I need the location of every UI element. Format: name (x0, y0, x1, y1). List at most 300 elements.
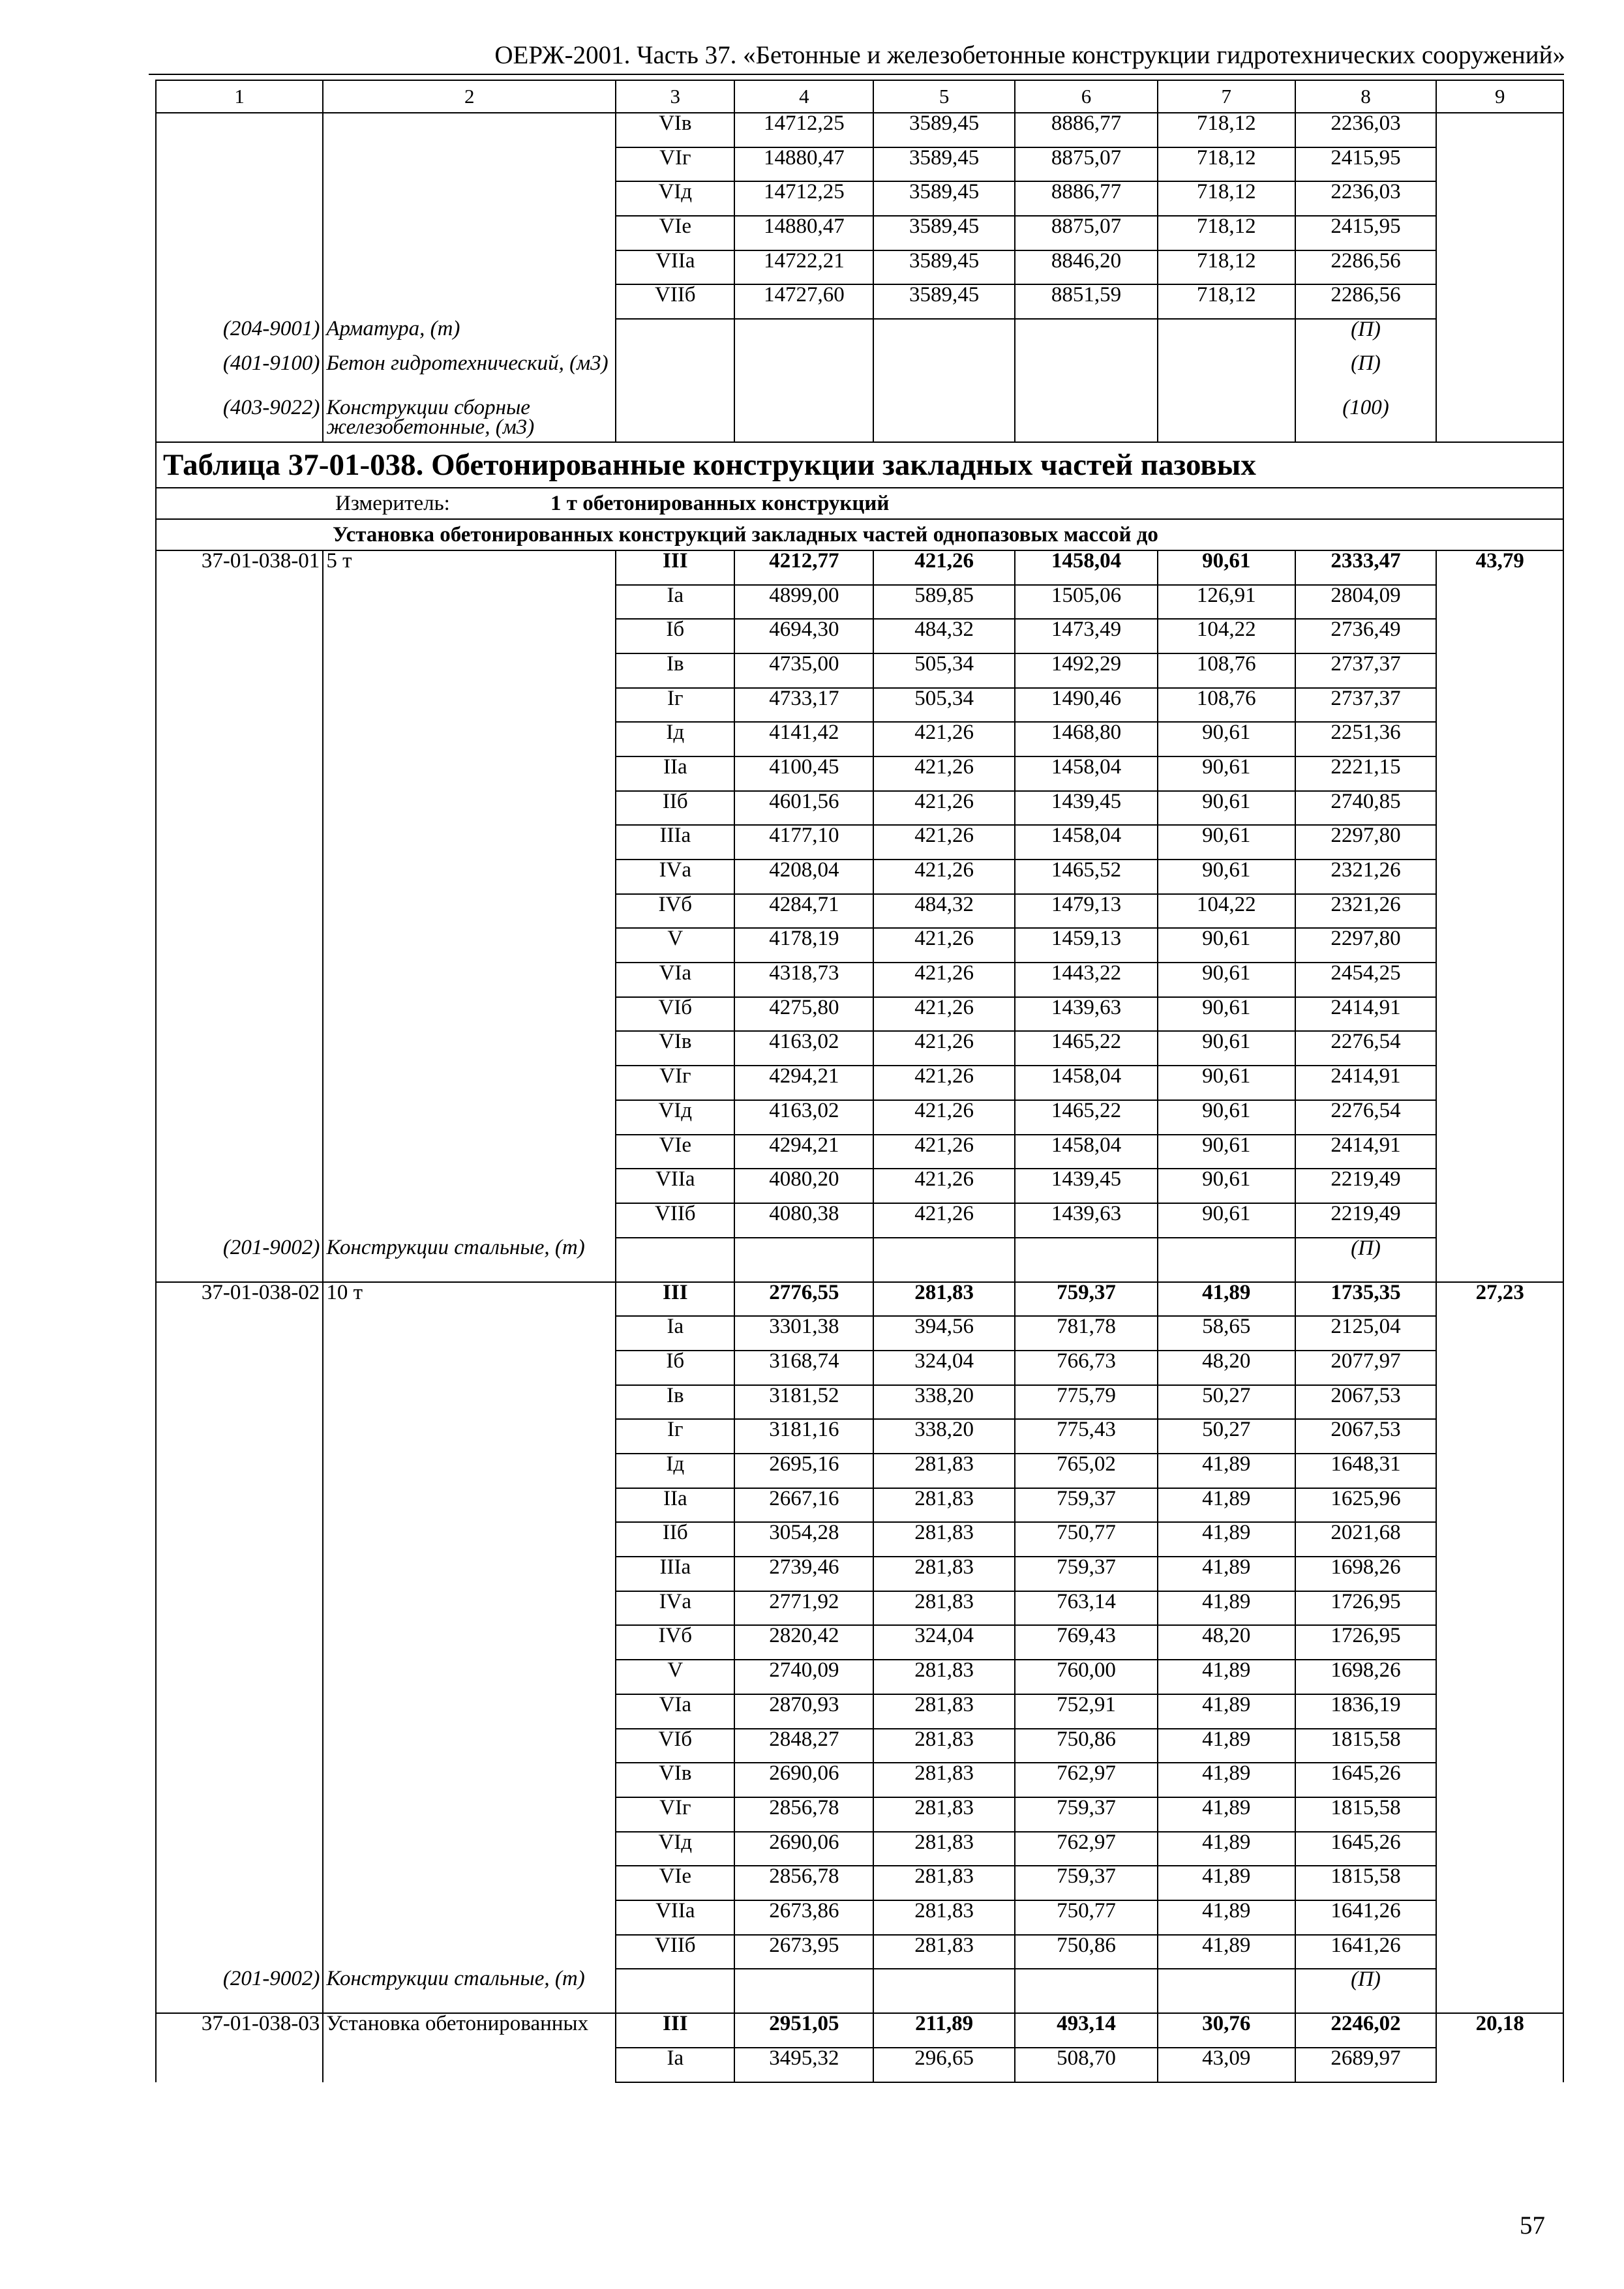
value-cell: 41,89 (1158, 1694, 1295, 1729)
value-cell: 421,26 (873, 756, 1015, 791)
resource-name: Конструкции стальные, (т) (323, 1969, 616, 2013)
resource-row (156, 319, 1563, 353)
value-cell: 750,77 (1015, 1522, 1158, 1557)
code-cell (156, 113, 323, 147)
value-cell: 104,22 (1158, 894, 1295, 929)
empty-cell (1436, 181, 1563, 216)
value-cell: 2276,54 (1295, 1100, 1437, 1135)
main-value-cell: 27,23 (1436, 1282, 1563, 1317)
table-row (156, 1797, 1563, 1832)
value-cell: 324,04 (873, 1351, 1015, 1385)
empty-cell (1436, 1100, 1563, 1135)
name-cell (323, 1419, 616, 1454)
table-row (156, 928, 1563, 963)
value-cell: 2804,09 (1295, 585, 1437, 620)
value-cell: VIд (616, 181, 734, 216)
empty-cell (1436, 997, 1563, 1032)
resource-value: (П) (1295, 1238, 1437, 1282)
table-row (156, 1763, 1563, 1797)
value-cell: IIа (616, 756, 734, 791)
value-cell: 281,83 (873, 1763, 1015, 1797)
value-cell: VIг (616, 147, 734, 182)
name-cell (323, 1488, 616, 1523)
value-cell: 281,83 (873, 1832, 1015, 1866)
value-cell: 775,79 (1015, 1385, 1158, 1420)
value-cell: 90,61 (1158, 756, 1295, 791)
name-cell (323, 1351, 616, 1385)
value-cell: 781,78 (1015, 1316, 1158, 1351)
value-cell: 41,89 (1158, 1935, 1295, 1969)
name-cell (323, 1694, 616, 1729)
main-value-cell: 43,79 (1436, 550, 1563, 585)
code-cell (156, 756, 323, 791)
table-row (156, 1488, 1563, 1523)
table-row (156, 1729, 1563, 1763)
value-cell: 14712,25 (734, 113, 873, 147)
value-cell: IIIа (616, 825, 734, 860)
value-cell: 505,34 (873, 653, 1015, 688)
column-number: 6 (1015, 80, 1158, 113)
column-number: 3 (616, 80, 734, 113)
name-cell (323, 688, 616, 723)
value-cell: VIд (616, 1832, 734, 1866)
table-row (156, 1316, 1563, 1351)
empty-cell (873, 1238, 1015, 1282)
name-cell (323, 1591, 616, 1626)
value-cell: 3589,45 (873, 113, 1015, 147)
value-cell: 421,26 (873, 1135, 1015, 1169)
table-row (156, 1625, 1563, 1660)
value-cell: 2077,97 (1295, 1351, 1437, 1385)
item-main-row (156, 550, 1563, 585)
value-cell: 1625,96 (1295, 1488, 1437, 1523)
value-cell: 2276,54 (1295, 1031, 1437, 1066)
value-cell: 2737,37 (1295, 653, 1437, 688)
value-cell: VIв (616, 1031, 734, 1066)
value-cell: 41,89 (1158, 1729, 1295, 1763)
empty-cell (1158, 1238, 1295, 1282)
code-cell (156, 894, 323, 929)
item-code: 37-01-038-03 (156, 2013, 323, 2048)
value-cell: VIе (616, 1135, 734, 1169)
value-cell: IIIа (616, 1557, 734, 1591)
table-row (156, 1522, 1563, 1557)
value-cell: 14880,47 (734, 147, 873, 182)
empty-cell (1436, 688, 1563, 723)
value-cell: 1726,95 (1295, 1625, 1437, 1660)
table-row (156, 1169, 1563, 1203)
value-cell: Iа (616, 1316, 734, 1351)
value-cell: 8846,20 (1015, 250, 1158, 285)
value-cell: 2870,93 (734, 1694, 873, 1729)
table-row (156, 825, 1563, 860)
empty-cell (1436, 825, 1563, 860)
name-cell (323, 1066, 616, 1100)
value-cell: 281,83 (873, 1522, 1015, 1557)
table-row (156, 1031, 1563, 1066)
empty-cell (1436, 1591, 1563, 1626)
empty-cell (1436, 1203, 1563, 1238)
resource-row (156, 1969, 1563, 2013)
resource-value: (П) (1295, 319, 1437, 353)
page-number: 57 (1520, 2211, 1545, 2239)
resource-value: (П) (1295, 353, 1437, 398)
value-cell: 8886,77 (1015, 113, 1158, 147)
empty-cell (1015, 319, 1158, 353)
value-cell: 2067,53 (1295, 1419, 1437, 1454)
table-row (156, 1591, 1563, 1626)
value-cell: 41,89 (1158, 1488, 1295, 1523)
value-cell: 4294,21 (734, 1135, 873, 1169)
name-cell (323, 1866, 616, 1900)
value-cell: 281,83 (873, 1660, 1015, 1694)
value-cell: 4601,56 (734, 791, 873, 826)
value-cell: 2251,36 (1295, 722, 1437, 756)
empty-cell (1436, 653, 1563, 688)
value-cell: 126,91 (1158, 585, 1295, 620)
value-cell: 1473,49 (1015, 619, 1158, 653)
value-cell: 90,61 (1158, 1066, 1295, 1100)
value-cell: 1641,26 (1295, 1900, 1437, 1935)
item-code: 37-01-038-02 (156, 1282, 323, 1317)
code-cell (156, 147, 323, 182)
value-cell: 2321,26 (1295, 860, 1437, 894)
table-row (156, 1900, 1563, 1935)
value-cell: 281,83 (873, 1488, 1015, 1523)
value-cell: 775,43 (1015, 1419, 1158, 1454)
name-cell (323, 1031, 616, 1066)
value-cell: 3589,45 (873, 216, 1015, 250)
name-cell (323, 1832, 616, 1866)
column-number-row (156, 80, 1563, 113)
main-value-cell: 20,18 (1436, 2013, 1563, 2048)
value-cell: 1698,26 (1295, 1557, 1437, 1591)
value-cell: 41,89 (1158, 1591, 1295, 1626)
empty-cell (1436, 722, 1563, 756)
empty-cell (873, 1969, 1015, 2013)
main-value-cell: 211,89 (873, 2013, 1015, 2048)
empty-cell (873, 353, 1015, 398)
main-value-cell: 4212,77 (734, 550, 873, 585)
value-cell: 41,89 (1158, 1454, 1295, 1488)
empty-cell (1436, 619, 1563, 653)
empty-cell (1436, 1522, 1563, 1557)
empty-cell (616, 398, 734, 442)
value-cell: 281,83 (873, 1900, 1015, 1935)
value-cell: V (616, 1660, 734, 1694)
value-cell: Iг (616, 1419, 734, 1454)
code-cell (156, 722, 323, 756)
main-value-cell: 493,14 (1015, 2013, 1158, 2048)
value-cell: 1468,80 (1015, 722, 1158, 756)
value-cell: 718,12 (1158, 216, 1295, 250)
empty-cell (1436, 894, 1563, 929)
resource-name: Конструкции сборные железобетонные, (м3) (323, 398, 616, 442)
value-cell: 281,83 (873, 1935, 1015, 1969)
code-cell (156, 1522, 323, 1557)
value-cell: 4100,45 (734, 756, 873, 791)
code-cell (156, 1694, 323, 1729)
value-cell: VIа (616, 963, 734, 997)
value-cell: VIIб (616, 284, 734, 319)
name-cell (323, 928, 616, 963)
value-cell: 2739,46 (734, 1557, 873, 1591)
table-title: Таблица 37-01-038. Обетонированные конструкции закладных частей пазовых (156, 442, 1563, 488)
value-cell: 2021,68 (1295, 1522, 1437, 1557)
value-cell: 281,83 (873, 1729, 1015, 1763)
table-row (156, 1832, 1563, 1866)
resource-code: (201-9002) (156, 1238, 323, 1282)
value-cell: 14712,25 (734, 181, 873, 216)
code-cell (156, 1419, 323, 1454)
table-row (156, 284, 1563, 319)
value-cell: 90,61 (1158, 1100, 1295, 1135)
main-value-cell: 1458,04 (1015, 550, 1158, 585)
value-cell: 2415,95 (1295, 216, 1437, 250)
value-cell: 41,89 (1158, 1763, 1295, 1797)
header-rule (149, 74, 1564, 75)
value-cell: 2297,80 (1295, 825, 1437, 860)
empty-cell (1436, 1488, 1563, 1523)
empty-cell (1436, 1169, 1563, 1203)
value-cell: 421,26 (873, 928, 1015, 963)
value-cell: 4275,80 (734, 997, 873, 1032)
resource-name: Конструкции стальные, (т) (323, 1238, 616, 1282)
value-cell: 4141,42 (734, 722, 873, 756)
value-cell: IVа (616, 860, 734, 894)
name-cell (323, 963, 616, 997)
unit-row (156, 488, 1563, 519)
code-cell (156, 1135, 323, 1169)
empty-cell (734, 353, 873, 398)
name-cell (323, 1900, 616, 1935)
value-cell: VIе (616, 216, 734, 250)
value-cell: 2286,56 (1295, 250, 1437, 285)
table-row (156, 722, 1563, 756)
value-cell: 48,20 (1158, 1351, 1295, 1385)
value-cell: 421,26 (873, 1066, 1015, 1100)
code-cell (156, 1866, 323, 1900)
value-cell: 750,86 (1015, 1935, 1158, 1969)
value-cell: 2695,16 (734, 1454, 873, 1488)
value-cell: 4177,10 (734, 825, 873, 860)
value-cell: 2740,09 (734, 1660, 873, 1694)
table-row (156, 585, 1563, 620)
value-cell: 750,86 (1015, 1729, 1158, 1763)
resource-row (156, 353, 1563, 398)
value-cell: 750,77 (1015, 1900, 1158, 1935)
value-cell: 8886,77 (1015, 181, 1158, 216)
value-cell: 505,34 (873, 688, 1015, 723)
value-cell: 421,26 (873, 860, 1015, 894)
value-cell: 1726,95 (1295, 1591, 1437, 1626)
column-number: 5 (873, 80, 1015, 113)
value-cell: 4163,02 (734, 1100, 873, 1135)
name-cell (323, 756, 616, 791)
main-value-cell: 281,83 (873, 1282, 1015, 1317)
table-row (156, 2048, 1563, 2082)
column-number: 8 (1295, 80, 1437, 113)
value-cell: VIг (616, 1066, 734, 1100)
value-cell: 3589,45 (873, 284, 1015, 319)
code-cell (156, 1351, 323, 1385)
value-cell: 2067,53 (1295, 1385, 1437, 1420)
empty-cell (1436, 1935, 1563, 1969)
code-cell (156, 1100, 323, 1135)
value-cell: Iб (616, 1351, 734, 1385)
value-cell: 1458,04 (1015, 1135, 1158, 1169)
value-cell: 769,43 (1015, 1625, 1158, 1660)
value-cell: 324,04 (873, 1625, 1015, 1660)
value-cell: 421,26 (873, 791, 1015, 826)
name-cell (323, 1135, 616, 1169)
value-cell: Iв (616, 1385, 734, 1420)
name-cell (323, 1454, 616, 1488)
value-cell: 4318,73 (734, 963, 873, 997)
main-value-cell: 759,37 (1015, 1282, 1158, 1317)
name-cell (323, 653, 616, 688)
column-number: 4 (734, 80, 873, 113)
table-row (156, 250, 1563, 285)
value-cell: 1648,31 (1295, 1454, 1437, 1488)
value-cell: 1645,26 (1295, 1832, 1437, 1866)
value-cell: 3181,16 (734, 1419, 873, 1454)
code-cell (156, 1832, 323, 1866)
unit-label: Измеритель: (335, 491, 450, 515)
value-cell: 281,83 (873, 1866, 1015, 1900)
value-cell: 718,12 (1158, 250, 1295, 285)
empty-cell (1158, 319, 1295, 353)
main-value-cell: 41,89 (1158, 1282, 1295, 1317)
value-cell: 1459,13 (1015, 928, 1158, 963)
value-cell: 1465,52 (1015, 860, 1158, 894)
name-cell (323, 1797, 616, 1832)
empty-cell (1436, 1694, 1563, 1729)
name-cell (323, 181, 616, 216)
value-cell: 50,27 (1158, 1385, 1295, 1420)
empty-cell (1436, 1238, 1563, 1282)
code-cell (156, 585, 323, 620)
value-cell: 1815,58 (1295, 1729, 1437, 1763)
value-cell: Iа (616, 2048, 734, 2082)
value-cell: VIд (616, 1100, 734, 1135)
value-cell: 281,83 (873, 1694, 1015, 1729)
empty-cell (1158, 398, 1295, 442)
value-cell: 281,83 (873, 1557, 1015, 1591)
table-row (156, 1866, 1563, 1900)
empty-cell (1436, 791, 1563, 826)
value-cell: VIIб (616, 1935, 734, 1969)
empty-cell (616, 319, 734, 353)
value-cell: IVб (616, 1625, 734, 1660)
value-cell: 3301,38 (734, 1316, 873, 1351)
code-cell (156, 860, 323, 894)
value-cell: 2286,56 (1295, 284, 1437, 319)
value-cell: 2236,03 (1295, 181, 1437, 216)
item-code: 37-01-038-01 (156, 550, 323, 585)
name-cell (323, 1169, 616, 1203)
code-cell (156, 1385, 323, 1420)
value-cell: 4899,00 (734, 585, 873, 620)
resource-value: (П) (1295, 1969, 1437, 2013)
value-cell: 2848,27 (734, 1729, 873, 1763)
value-cell: 3168,74 (734, 1351, 873, 1385)
empty-cell (1436, 1557, 1563, 1591)
empty-cell (1436, 353, 1563, 398)
code-cell (156, 653, 323, 688)
value-cell: 90,61 (1158, 825, 1295, 860)
value-cell: 2736,49 (1295, 619, 1437, 653)
code-cell (156, 619, 323, 653)
code-cell (156, 1900, 323, 1935)
table-row (156, 860, 1563, 894)
column-number: 7 (1158, 80, 1295, 113)
value-cell: 759,37 (1015, 1797, 1158, 1832)
table-row (156, 1066, 1563, 1100)
code-cell (156, 1935, 323, 1969)
value-cell: 108,76 (1158, 653, 1295, 688)
value-cell: 421,26 (873, 963, 1015, 997)
empty-cell (873, 398, 1015, 442)
empty-cell (1436, 1135, 1563, 1169)
subheading: Установка обетонированных конструкций закладных частей однопазовых массой до (156, 519, 1563, 550)
name-cell (323, 1557, 616, 1591)
code-cell (156, 2048, 323, 2082)
value-cell: 2690,06 (734, 1832, 873, 1866)
item-name: 10 т (323, 1282, 616, 1317)
code-cell (156, 1066, 323, 1100)
value-cell: 2414,91 (1295, 997, 1437, 1032)
empty-cell (1436, 1763, 1563, 1797)
resource-code: (204-9001) (156, 319, 323, 353)
empty-cell (1015, 1969, 1158, 2013)
name-cell (323, 1660, 616, 1694)
value-cell: 1458,04 (1015, 756, 1158, 791)
value-cell: 8875,07 (1015, 147, 1158, 182)
value-cell: 759,37 (1015, 1557, 1158, 1591)
code-cell (156, 963, 323, 997)
empty-cell (616, 353, 734, 398)
name-cell (323, 1935, 616, 1969)
code-cell (156, 1763, 323, 1797)
value-cell: 1439,45 (1015, 1169, 1158, 1203)
subheading-row (156, 519, 1563, 550)
code-cell (156, 825, 323, 860)
column-number: 9 (1436, 80, 1563, 113)
empty-cell (1015, 353, 1158, 398)
code-cell (156, 1316, 323, 1351)
name-cell (323, 1316, 616, 1351)
value-cell: 90,61 (1158, 1135, 1295, 1169)
main-value-cell: 2333,47 (1295, 550, 1437, 585)
value-cell: Iб (616, 619, 734, 653)
table-row (156, 1385, 1563, 1420)
value-cell: VIб (616, 1729, 734, 1763)
value-cell: 2673,95 (734, 1935, 873, 1969)
table-row (156, 1557, 1563, 1591)
value-cell: 90,61 (1158, 1031, 1295, 1066)
empty-cell (734, 1238, 873, 1282)
value-cell: 718,12 (1158, 113, 1295, 147)
value-cell: VIб (616, 997, 734, 1032)
code-cell (156, 928, 323, 963)
resource-value: (100) (1295, 398, 1437, 442)
value-cell: 2221,15 (1295, 756, 1437, 791)
value-cell: 759,37 (1015, 1488, 1158, 1523)
value-cell: 2771,92 (734, 1591, 873, 1626)
empty-cell (1436, 1729, 1563, 1763)
resource-name: Арматура, (т) (323, 319, 616, 353)
